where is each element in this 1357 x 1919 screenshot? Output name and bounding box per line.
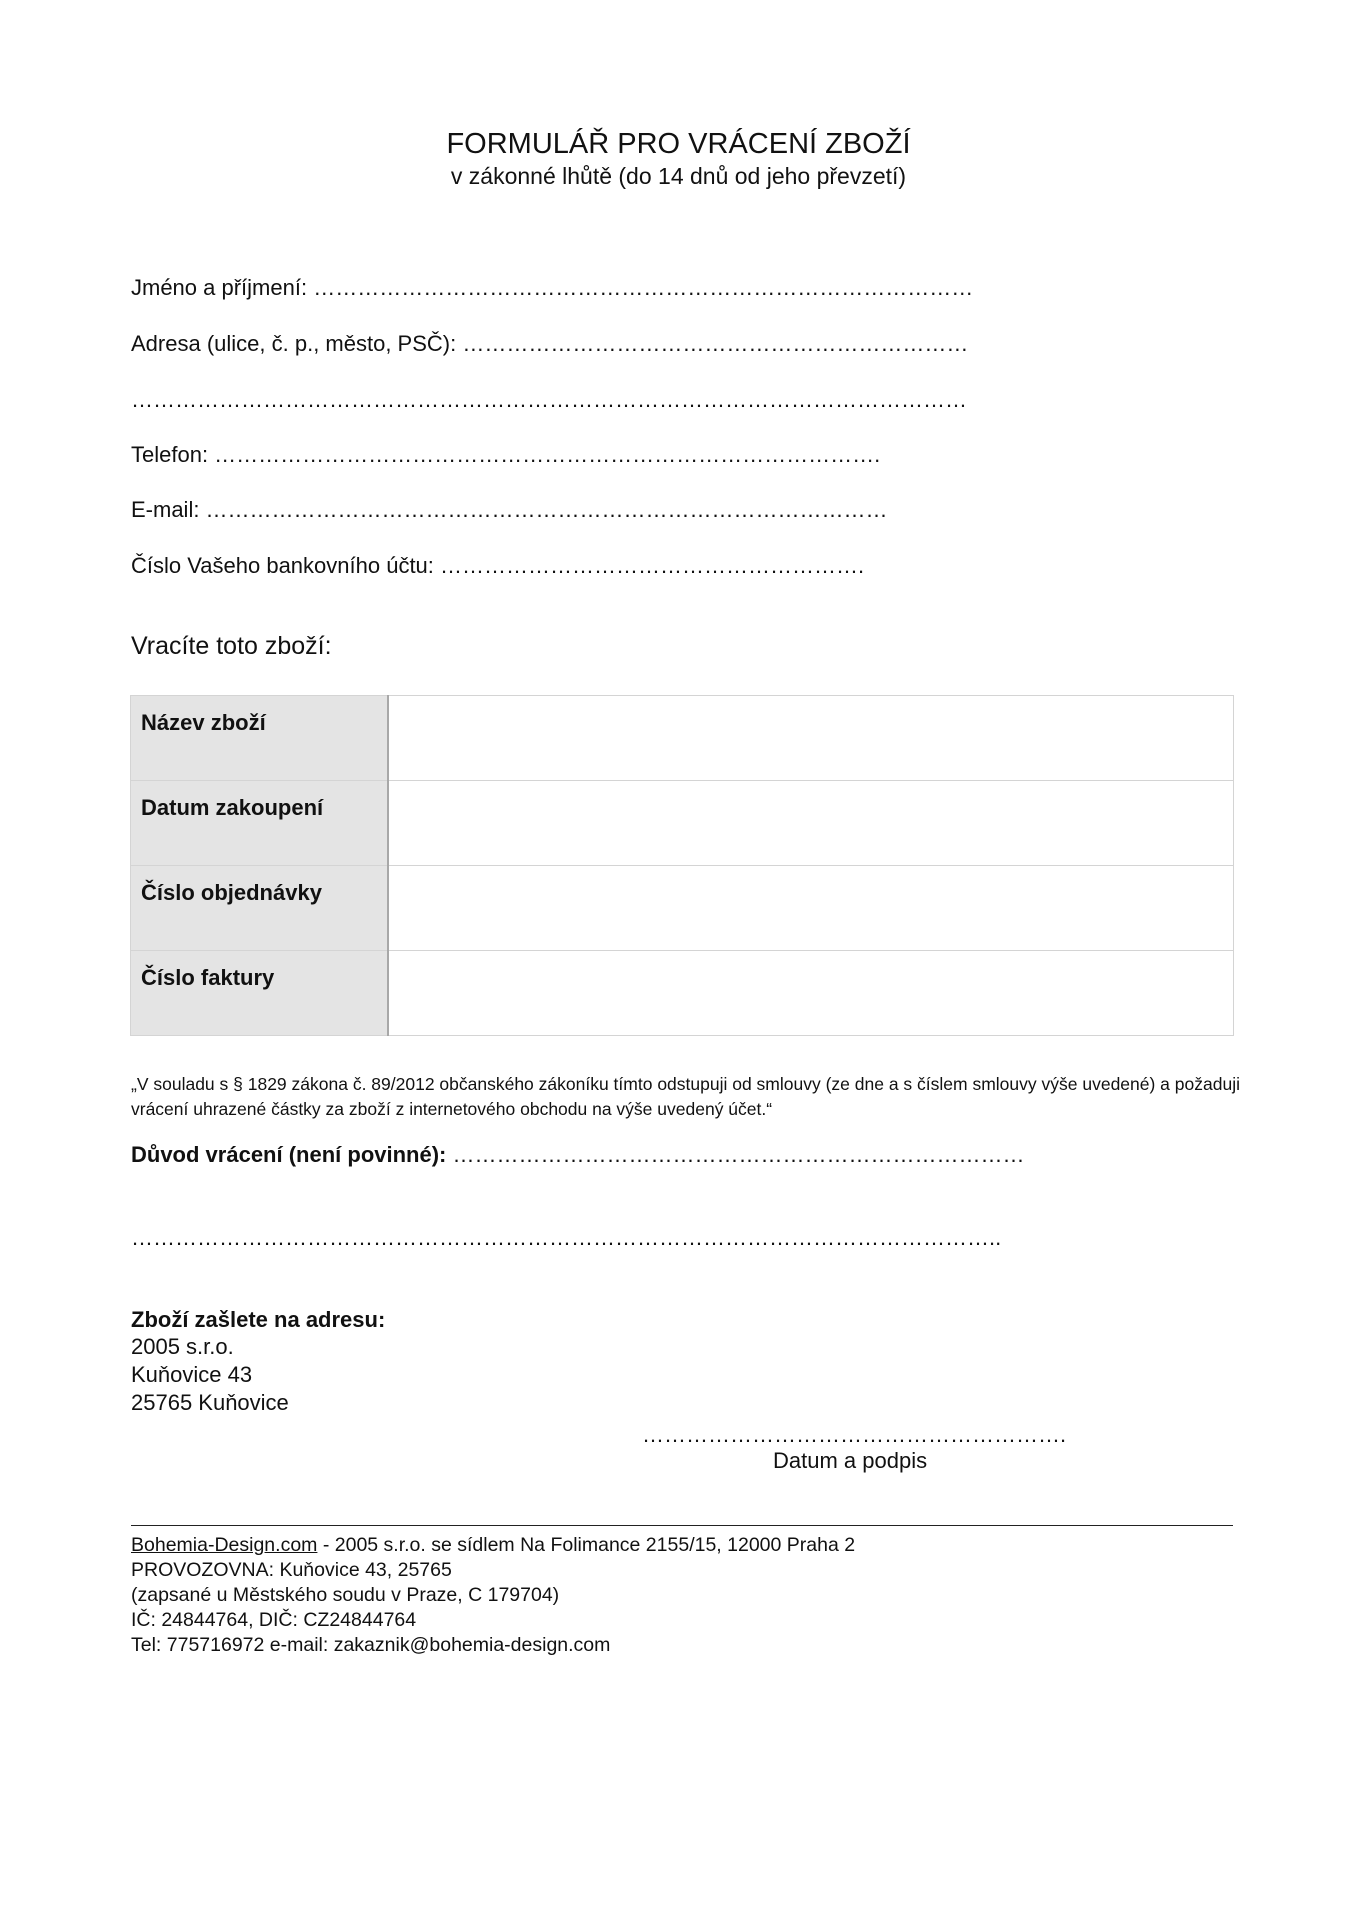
page-title: FORMULÁŘ PRO VRÁCENÍ ZBOŽÍ bbox=[446, 128, 911, 160]
signature-field[interactable]: …………………………………………………. bbox=[642, 1422, 1067, 1447]
invoice-number-label: Číslo faktury bbox=[131, 951, 388, 1036]
table-row bbox=[131, 781, 1234, 866]
order-number-cell[interactable] bbox=[388, 866, 1234, 951]
signature-label: Datum a podpis bbox=[773, 1448, 928, 1473]
legal-statement: „V souladu s § 1829 zákona č. 89/2012 občanského zákoníku tímto odstupuji od smlouvy (ze dne a s číslem smlouvy výše uvedené) a požaduji vrácení uhrazené částky za zboží z internetového obchodu na výše uvedený účet.“ bbox=[131, 1074, 1240, 1119]
website-link[interactable]: Bohemia-Design.com bbox=[131, 1534, 318, 1556]
order-number-label: Číslo objednávky bbox=[131, 866, 388, 951]
table-row bbox=[131, 951, 1234, 1036]
invoice-number-cell[interactable] bbox=[388, 951, 1234, 1036]
email-field[interactable]: E-mail: ………………………………………………………………………………… bbox=[131, 497, 888, 522]
address-field[interactable]: Adresa (ulice, č. p., město, PSČ): …………………………………………………………… bbox=[131, 331, 969, 356]
product-name-label: Název zboží bbox=[131, 696, 388, 781]
table-row bbox=[131, 866, 1234, 951]
bank-account-field[interactable]: Číslo Vašeho bankovního účtu: …………………………………………………. bbox=[131, 553, 865, 578]
table-row bbox=[131, 696, 1234, 781]
footer-line-1 bbox=[131, 1534, 855, 1557]
return-reason-label: Důvod vrácení (není povinné): bbox=[131, 1142, 447, 1167]
ship-to-city: 25765 Kuňovice bbox=[131, 1390, 289, 1415]
ship-to-company: 2005 s.r.o. bbox=[131, 1334, 234, 1359]
purchase-date-cell[interactable] bbox=[388, 781, 1234, 866]
return-reason-line2[interactable]: ……………………………………………………………………………………………………….. bbox=[131, 1225, 1002, 1250]
footer-line-5: Tel: 775716972 e-mail: zakaznik@bohemia-design.com bbox=[131, 1634, 611, 1656]
page-subtitle: v zákonné lhůtě (do 14 dnů od jeho převzetí) bbox=[450, 163, 907, 189]
footer-line-4: IČ: 24844764, DIČ: CZ24844764 bbox=[131, 1609, 417, 1631]
company-seat: - 2005 s.r.o. se sídlem Na Folimance 2155/15, 12000 Praha 2 bbox=[317, 1534, 856, 1556]
ship-to-heading: Zboží zašlete na adresu: bbox=[131, 1307, 386, 1332]
return-reason-field[interactable] bbox=[131, 1142, 1025, 1168]
address-continuation-field[interactable]: …………………………………………………………………………………………………… bbox=[131, 387, 967, 412]
name-field[interactable]: Jméno a příjmení: ……………………………………………………………………………… bbox=[131, 275, 974, 300]
footer-divider bbox=[131, 1525, 1233, 1526]
purchase-date-label: Datum zakoupení bbox=[131, 781, 388, 866]
return-reason-dots: …………………………………………………………………… bbox=[446, 1142, 1025, 1167]
phone-field[interactable]: Telefon: ………………………………………………………………………………. bbox=[131, 442, 881, 467]
footer-line-2: PROVOZOVNA: Kuňovice 43, 25765 bbox=[131, 1559, 452, 1581]
footer-line-3: (zapsané u Městského soudu v Praze, C 179704) bbox=[131, 1584, 560, 1606]
returning-heading: Vracíte toto zboží: bbox=[131, 632, 332, 660]
returned-items-table bbox=[130, 695, 1234, 1036]
ship-to-street: Kuňovice 43 bbox=[131, 1362, 253, 1387]
product-name-cell[interactable] bbox=[388, 696, 1234, 781]
